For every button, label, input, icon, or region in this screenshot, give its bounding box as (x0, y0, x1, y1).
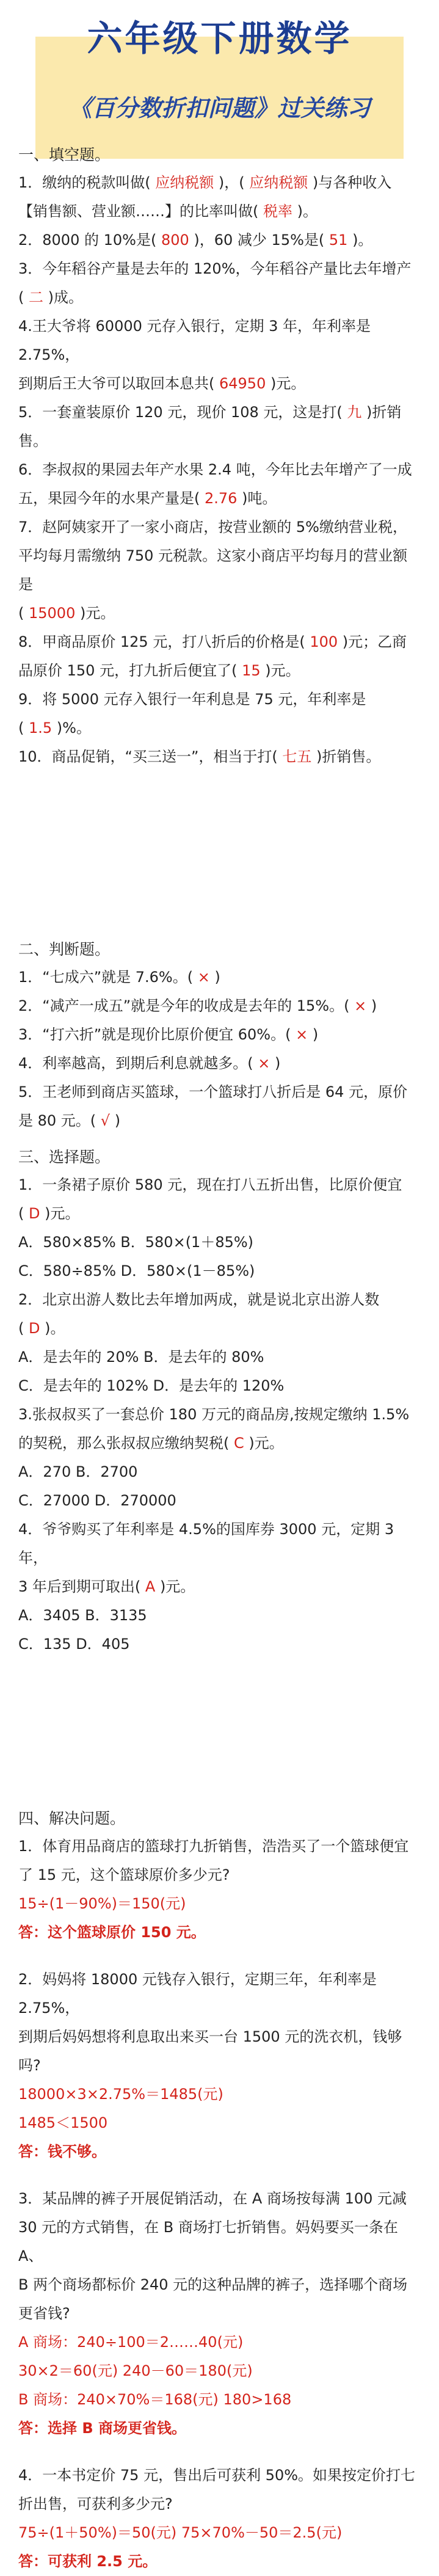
question-continued: 了 15 元，这个篮球原价多少元? (18, 1866, 230, 1883)
true-false-section (18, 936, 421, 1135)
question: 5．王老师到商店买篮球，一个篮球打八折后是 64 元，原价 (18, 1083, 408, 1101)
answer: 九 (347, 404, 362, 421)
question-continued: 平均每月需缴纳 750 元税款。这家小商店平均每月的营业额是 (18, 547, 408, 593)
question: 2．妈妈将 18000 元钱存入银行，定期三年，年利率是 2.75%， (18, 1971, 377, 2017)
answer: 七五 (282, 748, 312, 765)
fill-in-section (18, 142, 421, 771)
question: 3．“打六折”就是现价比原价便宜 60%。( × ) (18, 1026, 319, 1043)
question: 9．将 5000 元存入银行一年利息是 75 元，年利率是 (18, 691, 366, 708)
question: 1．体育用品商店的篮球打九折销售，浩浩买了一个篮球便宜 (18, 1838, 409, 1855)
question-continued: 更省钱? (18, 2305, 70, 2322)
answer: 2.76 (205, 490, 238, 507)
answer: 税率 (263, 203, 292, 220)
question-continued: 品原价 150 元，打九折后便宜了( 15 )元。 (18, 662, 300, 679)
question: 3.张叔叔买了一套总价 180 万元的商品房,按规定缴纳 1.5% (18, 1406, 410, 1423)
solution-line: 75÷(1＋50%)＝50(元) 75×70%－50＝2.5(元) (18, 2524, 343, 2541)
options: C．580÷85% D．580×(1－85%) (18, 1262, 255, 1279)
question: 4．利率越高，到期后利息就越多。( × ) (18, 1055, 281, 1072)
page-title: 六年级下册数学 (87, 18, 352, 59)
options: A．是去年的 20% B．是去年的 80% (18, 1348, 264, 1366)
question: 2．“减产一成五”就是今年的收成是去年的 15%。( × ) (18, 997, 377, 1014)
question-continued: 3 年后到期可取出( A )元。 (18, 1578, 195, 1595)
question-continued: 【销售额、营业额……】的比率叫做( 税率 )。 (18, 203, 317, 220)
answer: 二 (29, 289, 43, 306)
options: C．27000 D．270000 (18, 1492, 176, 1509)
answer: A (145, 1578, 156, 1595)
question-continued: 吗? (18, 2057, 41, 2074)
answer: × (354, 997, 367, 1014)
solution-line: A 商场：240÷100＝2……40(元) (18, 2334, 244, 2351)
section-title: 一、填空题。 (18, 146, 111, 164)
answer-line: 答：这个篮球原价 150 元。 (18, 1924, 206, 1941)
question-continued: 到期后妈妈想将利息取出来买一台 1500 元的洗衣机，钱够 (18, 2028, 402, 2045)
question: 2．8000 的 10%是( 800 )，60 减少 15%是( 51 )。 (18, 231, 373, 249)
question-continued: ( 二 )成。 (18, 289, 83, 306)
solution-line: 1485＜1500 (18, 2114, 108, 2131)
answer: √ (100, 1112, 111, 1129)
answer-line: 答：可获利 2.5 元。 (18, 2553, 158, 2570)
answer: 1.5 (29, 719, 53, 737)
answer: D (29, 1205, 40, 1222)
question: 5．一套童装原价 120 元，现价 108 元，这是打( 九 )折销 (18, 404, 402, 421)
answer: C (234, 1435, 244, 1452)
worksheet (18, 142, 421, 2576)
section-title: 四、解决问题。 (18, 1810, 126, 1827)
question: 1．缴纳的税款叫做( 应纳税额 )，( 应纳税额 )与各种收入 (18, 174, 392, 191)
answer: × (296, 1026, 308, 1043)
options: A．270 B．2700 (18, 1463, 138, 1480)
question-continued: 折出售，可获利多少元? (18, 2495, 173, 2512)
options: C．是去年的 102% D．是去年的 120% (18, 1377, 285, 1394)
answer: D (29, 1320, 40, 1337)
question: 6．李叔叔的果园去年产水果 2.4 吨，今年比去年增产了一成 (18, 461, 412, 478)
question-continued: ( D )元。 (18, 1205, 80, 1222)
section-title: 三、选择题。 (18, 1148, 111, 1166)
options: C．135 D．405 (18, 1635, 130, 1653)
question-continued: 是 80 元。( √ ) (18, 1112, 121, 1129)
answer: 应纳税额 (249, 174, 308, 191)
multiple-choice-section (18, 1144, 421, 1659)
question-continued: ( 15000 )元。 (18, 605, 115, 622)
question-continued: 30 元的方式销售，在 B 商场打七折销售。妈妈要买一条在 A、 (18, 2219, 398, 2265)
question-continued: 到期后王大爷可以取回本息共( 64950 )元。 (18, 375, 306, 392)
answer: 15000 (29, 605, 76, 622)
options: A．580×85% B．580×(1＋85%) (18, 1234, 254, 1251)
question: 3．今年稻谷产量是去年的 120%，今年稻谷产量比去年增产 (18, 260, 412, 277)
answer: 15 (242, 662, 261, 679)
question-continued: B 两个商场都标价 240 元的这种品牌的裤子，选择哪个商场 (18, 2276, 408, 2293)
question-continued: ( 1.5 )%。 (18, 719, 91, 737)
question: 2．北京出游人数比去年增加两成，就是说北京出游人数 (18, 1291, 380, 1308)
question: 4.王大爷将 60000 元存入银行，定期 3 年，年利率是 2.75%， (18, 318, 371, 363)
question-continued: 的契税，那么张叔叔应缴纳契税( C )元。 (18, 1435, 284, 1452)
question: 8．甲商品原价 125 元，打八折后的价格是( 100 )元；乙商 (18, 633, 407, 650)
question: 1．一条裙子原价 580 元，现在打八五折出售，比原价便宜 (18, 1176, 402, 1193)
page-subtitle: 《百分数折扣问题》过关练习 (68, 95, 371, 122)
answer: × (258, 1055, 270, 1072)
solution-line: 18000×3×2.75%＝1485(元) (18, 2086, 223, 2103)
answer-line: 答：钱不够。 (18, 2143, 106, 2160)
question: 3．某品牌的裤子开展促销活动，在 A 商场按每满 100 元减 (18, 2190, 407, 2207)
question-continued: 五，果园今年的水果产量是( 2.76 )吨。 (18, 490, 277, 507)
answer: 800 (161, 231, 189, 249)
question: 10．商品促销，“买三送一”，相当于打( 七五 )折销售。 (18, 748, 381, 765)
answer: 应纳税额 (155, 174, 214, 191)
solution-line: 30×2＝60(元) 240－60＝180(元) (18, 2362, 253, 2379)
answer: 64950 (219, 375, 266, 392)
question: 4．爷爷购买了年利率是 4.5%的国库券 3000 元，定期 3 年， (18, 1521, 394, 1566)
solution-line: 15÷(1－90%)＝150(元) (18, 1895, 186, 1912)
solution-line: B 商场：240×70%＝168(元) 180>168 (18, 2391, 292, 2408)
question-continued: 售。 (18, 432, 48, 449)
answer-line: 答：选择 B 商场更省钱。 (18, 2420, 187, 2437)
options: A．3405 B．3135 (18, 1607, 147, 1624)
answer: 100 (310, 633, 338, 650)
question: 4．一本书定价 75 元，售出后可获利 50%。如果按定价打七 (18, 2467, 416, 2484)
answer: 51 (328, 231, 348, 249)
question: 1．“七成六”就是 7.6%。( × ) (18, 969, 220, 986)
section-title: 二、判断题。 (18, 941, 111, 958)
question-continued: ( D )。 (18, 1320, 65, 1337)
question: 7．赵阿姨家开了一家小商店，按营业额的 5%缴纳营业税， (18, 518, 407, 536)
word-problems-section (18, 1805, 421, 2576)
answer: × (197, 969, 210, 986)
